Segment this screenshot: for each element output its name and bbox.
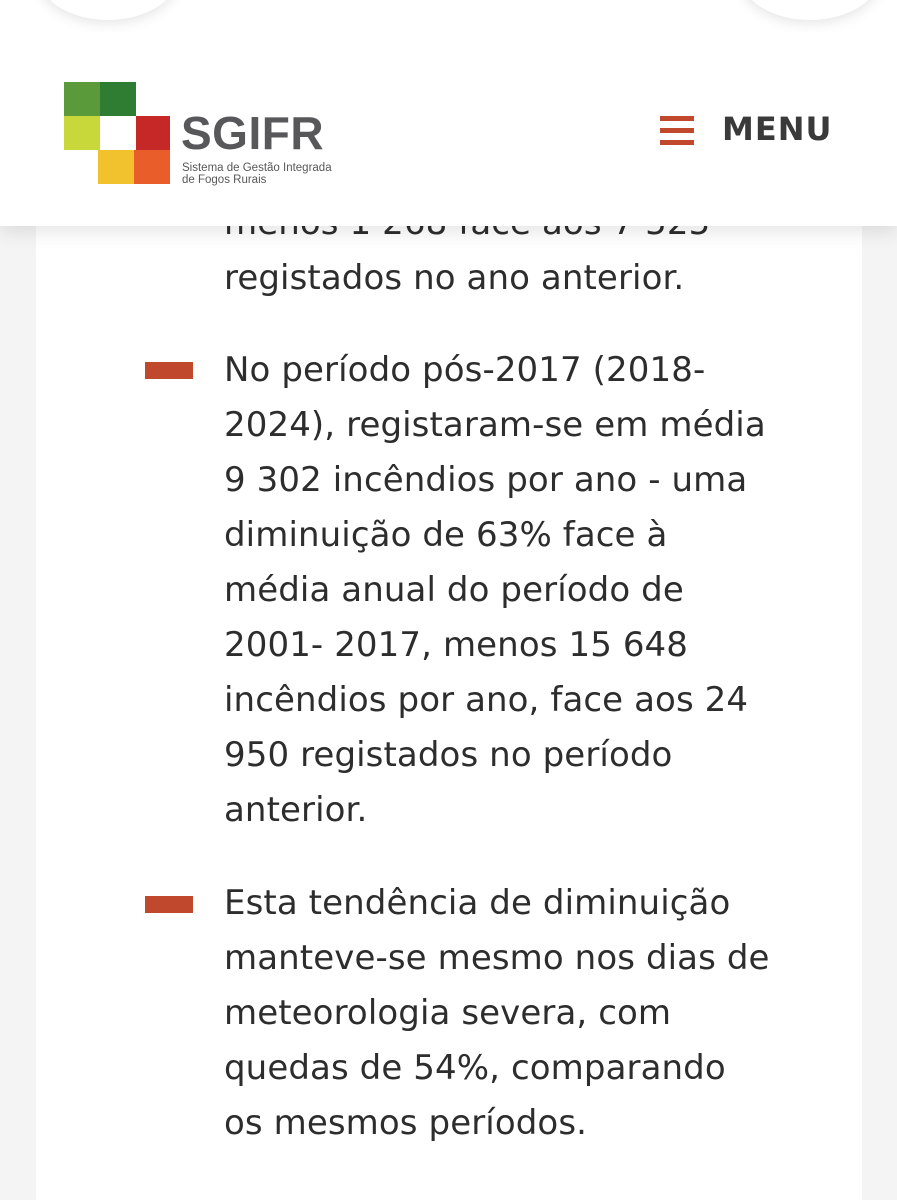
menu-button[interactable] [660, 110, 860, 160]
sgifr-logo[interactable] [64, 82, 344, 192]
bullet-text: No período pós-2017 (2018- 2024), registaram-se em média 9 302 incêndios por ano - uma diminuição de 63% face à média anual do período de 2001- 2017, menos 15 648 incêndios por ano, face aos 24 950 registados no período anterior. [224, 350, 766, 830]
brand-name: SGIFR [181, 107, 325, 159]
bullet-text: Esta tendência de diminuição manteve-se mesmo nos dias de meteorologia severa, com quedas de 54%, comparando os mesmos períodos. [224, 883, 770, 1143]
site-header [0, 0, 897, 226]
bullet-marker [145, 896, 193, 913]
bullet-marker [145, 362, 193, 379]
menu-label: MENU [722, 110, 833, 148]
paragraph-end: registados no ano anterior. [224, 258, 685, 298]
top-circle-button[interactable] [38, 0, 178, 20]
logo-mosaic-icon [64, 82, 174, 186]
top-circle-button[interactable] [740, 0, 880, 20]
hamburger-icon [660, 116, 694, 146]
brand-subtitle: Sistema de Gestão Integrada de Fogos Rurais [182, 162, 332, 186]
